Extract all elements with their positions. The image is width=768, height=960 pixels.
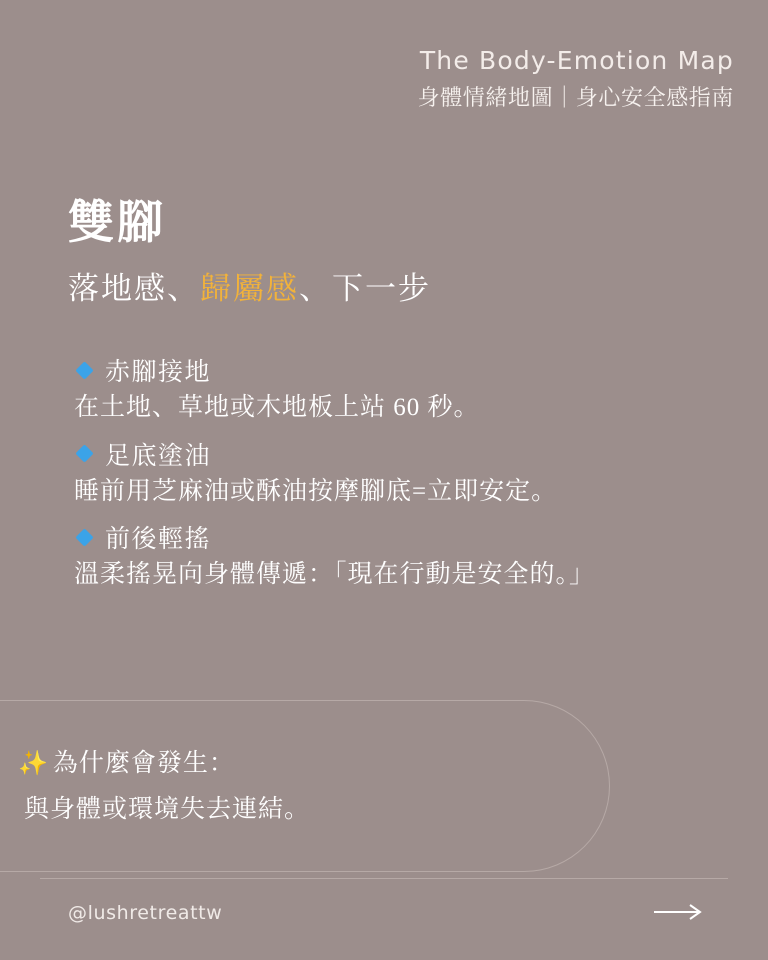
header-chinese-title: 身體情緒地圖｜身心安全感指南 <box>417 85 734 110</box>
blue-diamond-icon <box>75 361 93 379</box>
sparkle-icon: ✨ <box>18 751 49 777</box>
list-item <box>66 519 706 593</box>
header <box>418 44 734 112</box>
callout-panel <box>0 700 610 872</box>
blue-diamond-icon <box>75 528 93 546</box>
callout-desc: 與身體或環境失去連結。 <box>24 796 311 823</box>
callout-inner <box>0 701 609 825</box>
subtitle-part-before: 落地感、 <box>68 270 200 306</box>
page-subtitle <box>68 263 431 308</box>
subtitle-part-after: 、下一步 <box>299 270 431 306</box>
page-title: 雙腳 <box>68 197 166 248</box>
list-item <box>66 352 706 426</box>
list-item-title: 赤腳接地 <box>105 359 212 386</box>
list-item-desc: 睡前用芝麻油或酥油按摩腳底=立即安定。 <box>74 477 558 505</box>
subtitle-highlight: 歸屬感 <box>200 270 299 306</box>
blue-diamond-icon <box>75 444 93 462</box>
account-handle: @lushretreattw <box>68 902 223 924</box>
list-item-title: 足底塗油 <box>105 442 212 470</box>
footer <box>0 878 768 960</box>
list-item-head <box>66 436 706 472</box>
list-item-head <box>66 352 706 388</box>
arrow-right-icon[interactable] <box>654 900 706 924</box>
list-item-desc: 溫柔搖晃向身體傳遞：「現在行動是安全的。」 <box>74 561 596 588</box>
title-block <box>68 198 431 308</box>
tips-list <box>66 352 706 603</box>
list-item <box>66 436 706 510</box>
list-item-desc: 在土地、草地或木地板上站 60 秒。 <box>74 394 480 421</box>
header-english-title: The Body-Emotion Map <box>419 46 734 75</box>
footer-divider <box>40 878 728 879</box>
list-item-title: 前後輕搖 <box>105 526 212 553</box>
callout-title: 為什麼會發生： <box>52 750 235 777</box>
callout-title-row <box>18 743 609 779</box>
list-item-head <box>66 519 706 555</box>
